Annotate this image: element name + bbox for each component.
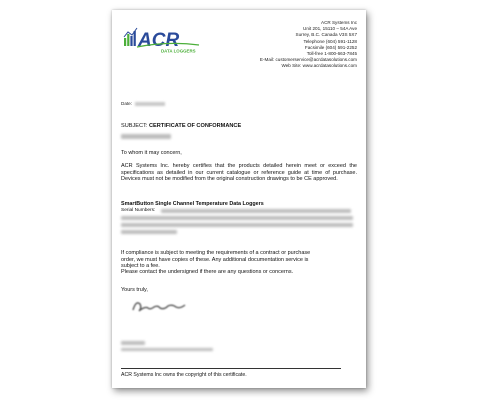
redacted-serials-line-3 xyxy=(121,223,353,227)
redacted-serials-line-1 xyxy=(161,209,351,213)
logo-tagline-text: DATA LOGGERS xyxy=(161,48,196,54)
acr-logo xyxy=(123,24,203,54)
serial-label: Serial Numbers: xyxy=(121,208,156,213)
address-line-1: Unit 201, 15110 – 54A Ave xyxy=(303,26,357,32)
redacted-serials-line-4 xyxy=(121,230,177,234)
facsimile: Facsimile (604) 591-2252 xyxy=(304,44,357,50)
company-address xyxy=(260,20,357,70)
contact-line: Please contact the undersigned if there are any questions or concerns. xyxy=(121,269,294,275)
redacted-signer-name xyxy=(121,341,145,345)
redacted-date xyxy=(135,102,165,106)
logo-brand-text: ACR xyxy=(138,30,180,51)
compliance-paragraph: If compliance is subject to meeting the requirements of a contract or purchase order, we must have copies of these. Any additional documentation service is subject to a fee. xyxy=(121,250,311,269)
salutation: To whom it may concern, xyxy=(121,150,182,156)
redacted-serials-line-2 xyxy=(121,216,353,220)
subject-prefix: SUBJECT: xyxy=(121,123,148,129)
address-line-2: Surrey, B.C. Canada V3S 5X7 xyxy=(295,32,357,38)
closing: Yours truly, xyxy=(121,287,148,293)
footer-note: ACR Systems Inc owns the copyright of this certificate. xyxy=(121,372,247,378)
certification-paragraph: ACR Systems Inc. hereby certifies that the products detailed herein meet or exceed the specifications as detailed in our current catalogue or reference guide at time of purchase. Devices must not be modified from the original construction drawings to be CE approved. xyxy=(121,163,357,182)
website: Web Site: www.acrdatasolutions.com xyxy=(281,63,357,69)
tollfree: Toll-free 1-800-663-7845 xyxy=(306,51,357,57)
email: E-Mail: customerservice@acrdatasolutions.com xyxy=(259,57,357,63)
telephone: Telephone (604) 591-1128 xyxy=(303,38,357,44)
subject-line xyxy=(121,123,241,129)
certificate-page xyxy=(112,10,366,388)
signature xyxy=(130,296,190,316)
footer-rule xyxy=(121,368,341,369)
date-row xyxy=(121,101,165,106)
redacted-recipient xyxy=(121,134,171,139)
redacted-signer-title xyxy=(121,348,213,351)
product-title: SmartButton Single Channel Temperature Data Loggers xyxy=(121,201,264,207)
subject-title: CERTIFICATE OF CONFORMANCE xyxy=(148,123,242,129)
date-label: Date: xyxy=(121,101,132,106)
company-name: ACR Systems Inc xyxy=(321,20,357,25)
